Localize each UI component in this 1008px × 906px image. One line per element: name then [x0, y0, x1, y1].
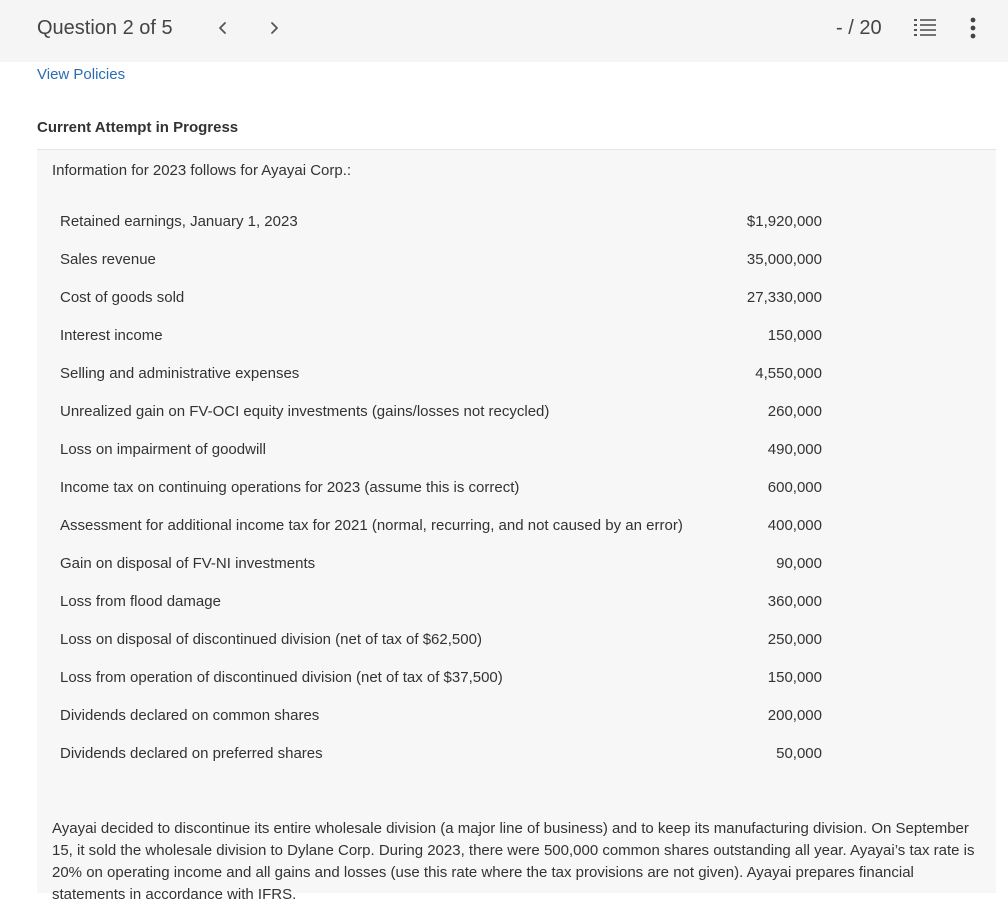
table-row: [37, 431, 996, 469]
data-table: [37, 203, 996, 773]
row-value: 490,000: [767, 441, 822, 458]
row-value: 360,000: [767, 593, 822, 610]
row-label: Unrealized gain on FV-OCI equity investments (gains/losses not recycled): [60, 403, 550, 420]
table-row: [37, 621, 996, 659]
row-value: 400,000: [767, 517, 822, 534]
question-header: [0, 0, 1008, 62]
chevron-right-icon: [269, 21, 279, 35]
row-value: $1,920,000: [746, 213, 822, 230]
question-intro: Information for 2023 follows for Ayayai Corp.:: [52, 162, 352, 179]
row-value: 50,000: [776, 745, 822, 762]
row-value: 4,550,000: [755, 365, 822, 382]
row-label: Assessment for additional income tax for 2021 (normal, recurring, and not caused by an error): [60, 517, 683, 534]
numbered-list-icon: [913, 17, 937, 39]
chevron-left-icon: [218, 21, 228, 35]
table-row: [37, 507, 996, 545]
next-question-button[interactable]: [262, 14, 286, 42]
table-row: [37, 583, 996, 621]
table-row: [37, 241, 996, 279]
row-label: Loss on disposal of discontinued division (net of tax of $62,500): [60, 631, 482, 648]
row-label: Gain on disposal of FV-NI investments: [60, 555, 316, 572]
row-label: Retained earnings, January 1, 2023: [60, 213, 298, 230]
view-policies-link[interactable]: View Policies: [37, 66, 126, 83]
table-row: [37, 279, 996, 317]
table-row: [37, 735, 996, 773]
row-value: 250,000: [767, 631, 822, 648]
row-value: 35,000,000: [746, 251, 822, 268]
row-value: 27,330,000: [746, 289, 822, 306]
row-label: Sales revenue: [60, 251, 156, 268]
row-label: Interest income: [60, 327, 163, 344]
table-row: [37, 393, 996, 431]
table-row: [37, 203, 996, 241]
row-value: 150,000: [767, 669, 822, 686]
table-row: [37, 317, 996, 355]
question-content: [37, 150, 996, 903]
row-value: 260,000: [767, 403, 822, 420]
row-value: 200,000: [767, 707, 822, 724]
row-value: 150,000: [767, 327, 822, 344]
question-paragraph: Ayayai decided to discontinue its entire wholesale division (a major line of business) and to keep its manufacturing division. On September 15, it sold the wholesale division to Dylane Corp. During 2023, there were 500,000 common shares outstanding all year. Ayayai’s tax rate is 20% on operating income and all gains and losses (use this rate where the tax provisions are not given). Ayayai prepares financial statements in accordance with IFRS.: [52, 820, 975, 903]
attempt-status: Current Attempt in Progress: [37, 119, 239, 136]
question-counter: Question 2 of 5: [37, 17, 173, 39]
row-label: Selling and administrative expenses: [60, 365, 300, 382]
previous-question-button[interactable]: [211, 14, 235, 42]
table-row: [37, 469, 996, 507]
vertical-ellipsis-icon: [962, 15, 984, 41]
table-row: [37, 545, 996, 583]
row-label: Dividends declared on preferred shares: [60, 745, 323, 762]
row-label: Loss from flood damage: [60, 593, 221, 610]
row-value: 600,000: [767, 479, 822, 496]
row-value: 90,000: [776, 555, 822, 572]
table-row: [37, 697, 996, 735]
row-label: Loss on impairment of goodwill: [60, 441, 266, 458]
row-label: Income tax on continuing operations for 2023 (assume this is correct): [60, 479, 520, 496]
table-row: [37, 355, 996, 393]
table-row: [37, 659, 996, 697]
row-label: Loss from operation of discontinued division (net of tax of $37,500): [60, 669, 503, 686]
question-list-button[interactable]: [913, 17, 937, 39]
row-label: Dividends declared on common shares: [60, 707, 320, 724]
row-label: Cost of goods sold: [60, 289, 185, 306]
question-score: - / 20: [836, 17, 882, 39]
more-options-button[interactable]: [962, 15, 984, 41]
